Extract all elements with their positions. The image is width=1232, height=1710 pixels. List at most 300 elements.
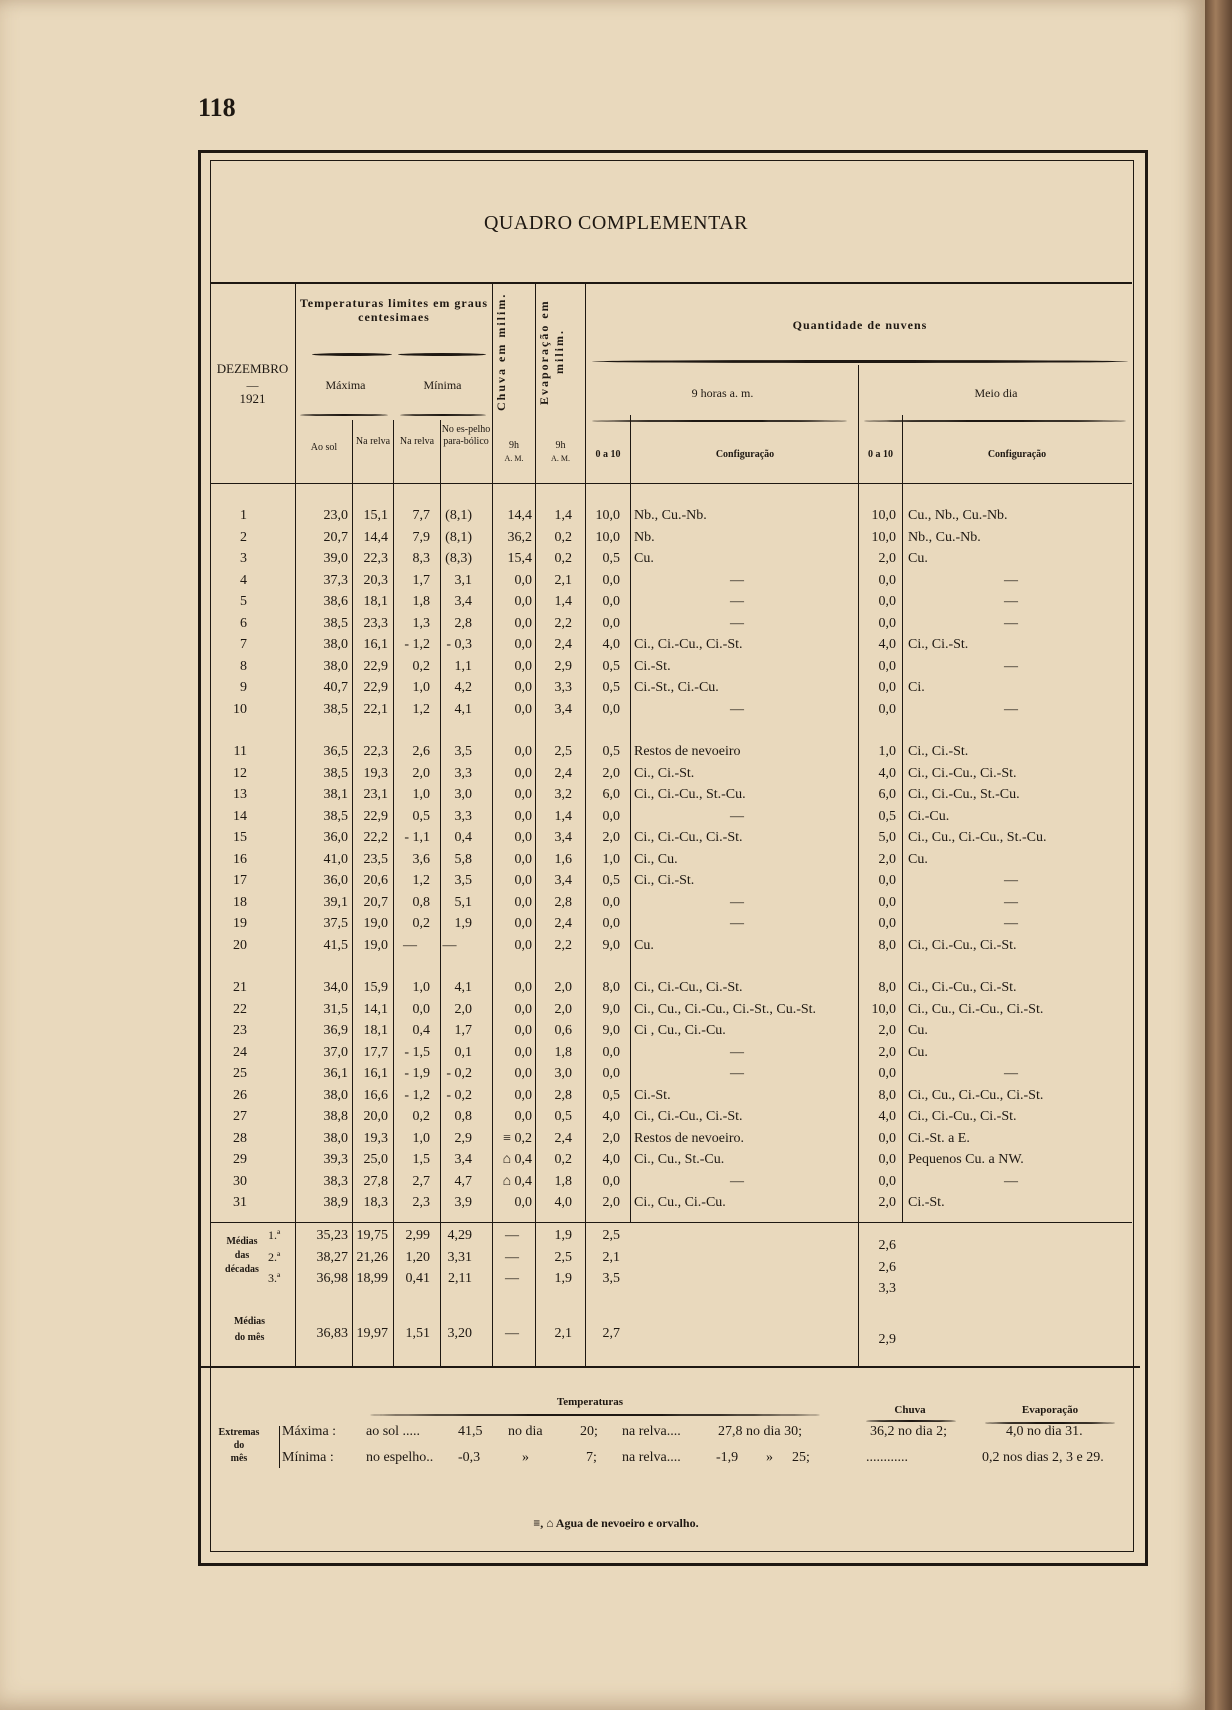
cell-nuvens-9h: 0,0	[602, 894, 620, 910]
cell-config-meio-dia: Cu.	[908, 851, 928, 867]
cell-chuva: 0,0	[514, 1087, 532, 1103]
cell-nuvens-9h: 0,0	[602, 594, 620, 609]
cell-no-espelho: 4,7	[454, 1173, 472, 1189]
cell-day: 1	[240, 508, 247, 523]
temp-group-header: Temperaturas limites em graus centesimaes	[299, 296, 489, 324]
cell-na-relva-min: 0,2	[412, 658, 430, 674]
cell-na-relva-min: 1,0	[412, 787, 430, 802]
extremas-label1: Extremas	[218, 1427, 260, 1438]
meio-dia-brace	[864, 420, 1126, 422]
cell-chuva: 0,0	[514, 594, 532, 609]
configuracao-b-header: Configuração	[987, 449, 1047, 460]
cell-evaporacao: 2,2	[554, 937, 572, 953]
cell-na-relva-max: 22,3	[363, 744, 388, 759]
decade-na-relva-max: 19,75	[356, 1228, 388, 1243]
extremas-max-dia: 20;	[580, 1424, 598, 1439]
cell-na-relva-max: 19,3	[363, 765, 388, 781]
cell-config-9h: Nb., Cu.-Nb.	[634, 508, 707, 523]
cell-na-relva-min: —	[403, 937, 417, 953]
decade-chuva: —	[505, 1271, 519, 1286]
cell-na-relva-min: 3,6	[412, 851, 430, 867]
cell-config-meio-dia: —	[1004, 1066, 1018, 1081]
cell-evaporacao: 3,4	[554, 701, 572, 717]
cell-config-9h: Ci., Ci.-Cu., Ci.-St.	[634, 980, 743, 995]
cell-day: 18	[233, 894, 247, 910]
decade-chuva: —	[505, 1228, 519, 1243]
cell-ao-sol: 38,0	[323, 1130, 348, 1146]
cell-config-meio-dia: —	[1004, 894, 1018, 910]
cell-config-meio-dia: —	[1004, 873, 1018, 888]
cell-nuvens-meio-dia: 1,0	[878, 744, 896, 759]
cell-ao-sol: 38,5	[323, 765, 348, 781]
cell-evaporacao: 3,4	[554, 873, 572, 888]
cell-config-meio-dia: Ci., Ci.-St.	[908, 744, 969, 759]
cell-day: 22	[233, 1001, 247, 1017]
cell-evaporacao: 2,8	[554, 1087, 572, 1103]
cell-day: 4	[240, 572, 247, 588]
cell-day: 13	[233, 787, 247, 802]
cell-nuvens-meio-dia: 0,0	[878, 680, 896, 695]
month-dash: —	[246, 378, 259, 392]
cell-evaporacao: 1,8	[554, 1044, 572, 1060]
cell-chuva: 0,0	[514, 937, 532, 953]
cell-no-espelho: 3,5	[454, 744, 472, 759]
cell-nuvens-meio-dia: 4,0	[878, 765, 896, 781]
cell-evaporacao: 2,9	[554, 658, 572, 674]
cell-nuvens-meio-dia: 2,0	[878, 551, 896, 566]
col-rule-6	[858, 365, 859, 1366]
month-header: DEZEMBRO	[216, 361, 289, 376]
cell-na-relva-max: 20,7	[363, 894, 388, 910]
cell-chuva: 0,0	[514, 1023, 532, 1038]
cell-config-9h: —	[730, 594, 744, 609]
cell-nuvens-9h: 0,0	[602, 615, 620, 631]
cell-config-9h: —	[730, 1173, 744, 1189]
cell-day: 17	[233, 873, 247, 888]
cell-ao-sol: 38,0	[323, 658, 348, 674]
decade-ao-sol: 36,98	[316, 1271, 348, 1286]
cell-no-espelho: 3,4	[454, 1152, 472, 1167]
cell-nuvens-meio-dia: 0,0	[878, 873, 896, 888]
cell-nuvens-meio-dia: 0,0	[878, 1152, 896, 1167]
cell-config-meio-dia: Ci., Ci.-Cu., Ci.-St.	[908, 765, 1017, 781]
cell-chuva: 0,0	[514, 830, 532, 845]
cell-evaporacao: 2,4	[554, 1130, 572, 1146]
cell-ao-sol: 38,3	[323, 1173, 348, 1189]
cell-na-relva-min: - 1,1	[404, 830, 430, 845]
cell-chuva: 0,0	[514, 1109, 532, 1124]
cell-na-relva-min: 2,0	[412, 765, 430, 781]
cell-config-meio-dia: —	[1004, 701, 1018, 717]
cell-config-9h: —	[730, 572, 744, 588]
cell-no-espelho: 4,2	[454, 680, 472, 695]
cell-nuvens-9h: 8,0	[602, 980, 620, 995]
cell-evaporacao: 2,2	[554, 615, 572, 631]
cell-chuva: 0,0	[514, 765, 532, 781]
cell-nuvens-9h: 9,0	[602, 937, 620, 953]
decade-nuvens-meio-dia: 3,3	[878, 1281, 896, 1296]
cell-evaporacao: 0,5	[554, 1109, 572, 1124]
col-rule-5	[630, 415, 631, 1222]
cell-nuvens-9h: 4,0	[602, 637, 620, 652]
cell-nuvens-9h: 0,0	[602, 1044, 620, 1060]
cell-evaporacao: 0,2	[554, 551, 572, 566]
cell-ao-sol: 23,0	[323, 508, 348, 523]
extremas-min-no-dia: »	[522, 1450, 529, 1465]
cell-no-espelho: 0,8	[454, 1109, 472, 1124]
chuva-9h: 9h	[509, 440, 519, 451]
cell-ao-sol: 38,5	[323, 615, 348, 631]
medias-decadas-label3: décadas	[225, 1264, 259, 1275]
cell-config-9h: Ci., Ci.-Cu., Ci.-St.	[634, 637, 743, 652]
cell-na-relva-max: 22,9	[363, 658, 388, 674]
cell-config-9h: Ci., Cu., Ci.-Cu.	[634, 1195, 726, 1210]
cell-ao-sol: 34,0	[323, 980, 348, 995]
cell-config-9h: Ci.-St.	[634, 1087, 671, 1103]
extremas-evap-min: 0,2 nos dias 2, 3 e 29.	[982, 1450, 1104, 1465]
cell-config-9h: Ci., Ci.-St.	[634, 765, 695, 781]
cell-nuvens-meio-dia: 8,0	[878, 1087, 896, 1103]
cell-config-meio-dia: Pequenos Cu. a NW.	[908, 1152, 1024, 1167]
decade-nuvens-9h: 2,1	[602, 1249, 620, 1265]
cell-no-espelho: - 0,2	[446, 1066, 472, 1081]
cell-nuvens-9h: 10,0	[595, 508, 620, 523]
cell-nuvens-9h: 2,0	[602, 765, 620, 781]
cell-config-meio-dia: Ci.-St. a E.	[908, 1130, 970, 1146]
cell-no-espelho: (8,3)	[445, 551, 472, 566]
temperaturas-header: Temperaturas	[556, 1396, 624, 1408]
month-avg-na-relva-max: 19,97	[356, 1326, 388, 1341]
cell-day: 14	[233, 808, 247, 824]
cell-day: 24	[233, 1044, 247, 1060]
cell-config-meio-dia: —	[1004, 1173, 1018, 1189]
month-avg-evaporacao: 2,1	[554, 1326, 572, 1341]
cell-config-meio-dia: Ci.	[908, 680, 925, 695]
cell-na-relva-max: 18,3	[363, 1195, 388, 1210]
cell-nuvens-meio-dia: 10,0	[871, 508, 896, 523]
cell-chuva: 0,0	[514, 894, 532, 910]
maxima-brace	[312, 353, 392, 356]
cell-evaporacao: 2,4	[554, 637, 572, 652]
cell-nuvens-9h: 4,0	[602, 1152, 620, 1167]
cell-day: 23	[233, 1023, 247, 1038]
chuva-brace	[866, 1420, 956, 1422]
zero-a-dez-b-header: 0 a 10	[868, 449, 893, 460]
cell-config-9h: Cu.	[634, 551, 654, 566]
cell-nuvens-9h: 0,5	[602, 1087, 620, 1103]
extremas-min-relva-val: -1,9	[716, 1450, 739, 1465]
extremas-label3: mês	[230, 1453, 248, 1464]
extremas-label2: do	[233, 1440, 245, 1451]
cell-chuva: ⌂ 0,4	[502, 1152, 532, 1167]
cell-nuvens-9h: 6,0	[602, 787, 620, 802]
cell-nuvens-9h: 0,0	[602, 808, 620, 824]
cell-nuvens-meio-dia: 0,0	[878, 894, 896, 910]
decade-nuvens-9h: 3,5	[602, 1271, 620, 1286]
cell-na-relva-min: 7,9	[412, 529, 430, 545]
cell-nuvens-9h: 9,0	[602, 1023, 620, 1038]
extremas-max-val: 41,5	[458, 1424, 483, 1439]
cell-nuvens-9h: 0,0	[602, 1066, 620, 1081]
cell-chuva: ≡ 0,2	[503, 1130, 532, 1146]
cell-nuvens-meio-dia: 0,0	[878, 1066, 896, 1081]
cell-chuva: 0,0	[514, 1044, 532, 1060]
cell-na-relva-max: 22,9	[363, 680, 388, 695]
chuva-header: Chuva em milim.	[494, 292, 508, 412]
cell-config-meio-dia: Ci., Ci.-Cu., Ci.-St.	[908, 1109, 1017, 1124]
cell-na-relva-max: 20,0	[363, 1109, 388, 1124]
cell-chuva: 0,0	[514, 808, 532, 824]
cell-day: 31	[233, 1195, 247, 1210]
cell-evaporacao: 3,2	[554, 787, 572, 802]
cell-config-9h: —	[730, 701, 744, 717]
cell-day: 2	[240, 529, 247, 545]
cell-evaporacao: 2,1	[554, 572, 572, 588]
cell-config-meio-dia: Cu.	[908, 1044, 928, 1060]
minima-sub-brace	[400, 414, 486, 416]
cell-ao-sol: 37,3	[323, 572, 348, 588]
cell-na-relva-min: 1,0	[412, 680, 430, 695]
cell-ao-sol: 37,0	[323, 1044, 348, 1060]
decade-chuva: —	[505, 1249, 519, 1265]
evaporacao-header: Evaporação em milim.	[537, 299, 566, 405]
cell-evaporacao: 0,2	[554, 1152, 572, 1167]
cell-na-relva-min: - 1,2	[404, 637, 430, 652]
col-rule-7	[902, 415, 903, 1222]
cell-day: 5	[240, 594, 247, 609]
cell-day: 21	[233, 980, 247, 995]
cell-evaporacao: 1,6	[554, 851, 572, 867]
cell-ao-sol: 38,0	[323, 1087, 348, 1103]
cell-na-relva-min: 0,4	[412, 1023, 430, 1038]
evap-9h: 9h	[555, 440, 566, 451]
year-header: 1921	[239, 391, 266, 406]
extremas-min-relva: na relva....	[622, 1450, 681, 1465]
cell-na-relva-min: 0,5	[412, 808, 430, 824]
cell-ao-sol: 39,0	[323, 551, 348, 566]
cell-config-meio-dia: Ci., Cu., Ci.-Cu., Ci.-St.	[908, 1001, 1044, 1017]
cell-config-meio-dia: —	[1004, 572, 1018, 588]
cell-no-espelho: - 0,2	[446, 1087, 472, 1103]
cell-chuva: 0,0	[514, 615, 532, 631]
cell-nuvens-9h: 10,0	[595, 529, 620, 545]
cell-na-relva-min: 2,3	[412, 1195, 430, 1210]
evap-am: A. M.	[551, 454, 570, 463]
cell-day: 25	[233, 1066, 247, 1081]
cell-day: 11	[233, 744, 247, 759]
cell-config-9h: Ci , Cu., Ci.-Cu.	[634, 1023, 726, 1038]
cell-no-espelho: 3,9	[454, 1195, 472, 1210]
cell-na-relva-min: 2,6	[412, 744, 430, 759]
nove-horas-header: 9 horas a. m.	[691, 386, 754, 400]
decade-no-espelho: 2,11	[448, 1271, 472, 1286]
cell-na-relva-max: 22,9	[363, 808, 388, 824]
cell-evaporacao: 2,4	[554, 916, 572, 931]
cell-config-9h: Ci.-St., Ci.-Cu.	[634, 680, 719, 695]
cell-no-espelho: 0,4	[454, 830, 472, 845]
cell-nuvens-meio-dia: 2,0	[878, 1023, 896, 1038]
cell-evaporacao: 1,8	[554, 1173, 572, 1189]
cell-ao-sol: 39,3	[323, 1152, 348, 1167]
cell-nuvens-9h: 0,5	[602, 744, 620, 759]
cell-ao-sol: 38,8	[323, 1109, 348, 1124]
cell-na-relva-max: 14,1	[363, 1001, 388, 1017]
cell-nuvens-meio-dia: 10,0	[871, 1001, 896, 1017]
cell-evaporacao: 1,4	[554, 508, 572, 523]
cell-nuvens-9h: 4,0	[602, 1109, 620, 1124]
cell-na-relva-min: 1,0	[412, 980, 430, 995]
extremas-min-label: Mínima :	[282, 1450, 334, 1465]
cell-day: 30	[233, 1173, 247, 1189]
zero-a-dez-a-header: 0 a 10	[595, 449, 621, 460]
cell-na-relva-min: 0,2	[412, 1109, 430, 1124]
cell-ao-sol: 36,0	[323, 873, 348, 888]
cell-no-espelho: 3,3	[454, 808, 472, 824]
cell-nuvens-meio-dia: 0,0	[878, 658, 896, 674]
cell-nuvens-meio-dia: 0,0	[878, 615, 896, 631]
cell-day: 29	[233, 1152, 247, 1167]
cell-config-meio-dia: Ci.-St.	[908, 1195, 945, 1210]
cell-chuva: 36,2	[507, 529, 532, 545]
cell-nuvens-meio-dia: 0,0	[878, 916, 896, 931]
cell-na-relva-max: 19,0	[363, 916, 388, 931]
cell-na-relva-max: 19,3	[363, 1130, 388, 1146]
cell-evaporacao: 3,3	[554, 680, 572, 695]
cell-nuvens-meio-dia: 0,5	[878, 808, 896, 824]
cell-config-9h: —	[730, 894, 744, 910]
decade-evaporacao: 2,5	[554, 1249, 572, 1265]
cell-chuva: 0,0	[514, 851, 532, 867]
cell-chuva: 0,0	[514, 658, 532, 674]
decade-no-espelho: 4,29	[447, 1228, 472, 1243]
decade-ao-sol: 35,23	[316, 1228, 348, 1243]
configuracao-a-header: Configuração	[715, 449, 775, 460]
month-avg-nuvens-9h: 2,7	[602, 1326, 620, 1341]
cell-day: 8	[240, 658, 247, 674]
cell-na-relva-min: - 1,9	[404, 1066, 430, 1081]
cell-nuvens-meio-dia: 2,0	[878, 1195, 896, 1210]
cell-ao-sol: 36,9	[323, 1023, 348, 1038]
cell-nuvens-meio-dia: 0,0	[878, 572, 896, 588]
ao-sol-header: Ao sol	[310, 442, 338, 453]
cell-na-relva-min: 0,2	[412, 916, 430, 931]
chuva-am: A. M.	[504, 454, 524, 463]
cell-na-relva-max: 14,4	[363, 529, 388, 545]
cell-config-9h: —	[730, 615, 744, 631]
cell-nuvens-meio-dia: 2,0	[878, 1044, 896, 1060]
cell-day: 3	[240, 551, 247, 566]
cell-chuva: 15,4	[507, 551, 532, 566]
cell-na-relva-max: 19,0	[363, 937, 388, 953]
cell-no-espelho: 3,5	[454, 873, 472, 888]
cell-nuvens-meio-dia: 0,0	[878, 1173, 896, 1189]
extremas-brace-line	[279, 1426, 280, 1468]
no-espelho-header: No es-pelho para-bólico	[441, 424, 491, 447]
cell-evaporacao: 0,6	[554, 1023, 572, 1038]
cell-config-9h: —	[730, 916, 744, 931]
month-avg-no-espelho: 3,20	[447, 1326, 472, 1341]
cell-no-espelho: - 0,3	[446, 637, 472, 652]
cell-ao-sol: 36,0	[323, 830, 348, 845]
cell-no-espelho: 1,7	[454, 1023, 472, 1038]
cell-ao-sol: 31,5	[323, 1001, 348, 1017]
cell-na-relva-min: - 1,2	[404, 1087, 430, 1103]
cell-evaporacao: 1,4	[554, 808, 572, 824]
decade-na-relva-max: 21,26	[356, 1249, 388, 1265]
cell-day: 15	[233, 830, 247, 845]
maxima-header: Máxima	[325, 378, 366, 392]
decade-evaporacao: 1,9	[554, 1228, 572, 1243]
cell-config-meio-dia: —	[1004, 916, 1018, 931]
cell-na-relva-min: 0,8	[412, 894, 430, 910]
cell-na-relva-max: 22,3	[363, 551, 388, 566]
cell-config-9h: Ci., Ci.-St.	[634, 873, 695, 888]
cell-chuva: 0,0	[514, 787, 532, 802]
cell-ao-sol: 37,5	[323, 916, 348, 931]
cell-chuva: 0,0	[514, 637, 532, 652]
cell-evaporacao: 0,2	[554, 529, 572, 545]
cell-na-relva-max: 22,2	[363, 830, 388, 845]
cell-na-relva-min: 7,7	[412, 508, 430, 523]
cell-na-relva-max: 20,6	[363, 873, 388, 888]
cell-na-relva-max: 18,1	[363, 594, 388, 609]
cell-ao-sol: 38,9	[323, 1195, 348, 1210]
medias-mes-label1: Médias	[233, 1316, 266, 1327]
cell-no-espelho: 2,9	[454, 1130, 472, 1146]
decade-decade: 2.ª	[268, 1249, 281, 1264]
month-avg-ao-sol: 36,83	[316, 1326, 348, 1341]
decade-evaporacao: 1,9	[554, 1271, 572, 1286]
cell-config-meio-dia: Ci., Ci.-Cu., Ci.-St.	[908, 980, 1017, 995]
book-edge	[1205, 0, 1232, 1710]
cell-day: 26	[233, 1087, 247, 1103]
cell-nuvens-9h: 1,0	[602, 851, 620, 867]
cell-na-relva-max: 23,3	[363, 615, 388, 631]
cell-chuva: 0,0	[514, 701, 532, 717]
cell-na-relva-max: 23,5	[363, 851, 388, 867]
minima-brace	[398, 353, 486, 356]
cell-nuvens-meio-dia: 2,0	[878, 851, 896, 867]
decade-na-relva-min: 2,99	[405, 1228, 430, 1243]
cell-nuvens-meio-dia: 10,0	[871, 529, 896, 545]
cell-config-meio-dia: Cu.	[908, 551, 928, 566]
cell-evaporacao: 2,8	[554, 894, 572, 910]
cell-day: 7	[240, 637, 247, 652]
extremas-min-relva-dia: 25;	[792, 1450, 810, 1465]
cell-na-relva-max: 16,1	[363, 637, 388, 652]
cell-na-relva-max: 16,6	[363, 1087, 388, 1103]
cell-nuvens-meio-dia: 8,0	[878, 937, 896, 953]
cell-config-9h: Restos de nevoeiro	[634, 744, 741, 759]
cell-ao-sol: 36,1	[323, 1066, 348, 1081]
nuvens-header: Quantidade de nuvens	[792, 318, 928, 332]
table-title: QUADRO COMPLEMENTAR	[483, 212, 749, 234]
cell-nuvens-9h: 0,5	[602, 658, 620, 674]
cell-no-espelho: 4,1	[454, 701, 472, 717]
cell-nuvens-9h: 0,5	[602, 680, 620, 695]
cell-no-espelho: (8,1)	[445, 508, 472, 523]
cell-config-9h: Ci., Ci.-Cu., Ci.-St.	[634, 1109, 743, 1124]
extremas-max-relva: na relva....	[622, 1424, 681, 1439]
temperaturas-brace	[370, 1414, 820, 1416]
cell-nuvens-9h: 0,5	[602, 551, 620, 566]
cell-evaporacao: 2,0	[554, 980, 572, 995]
cell-nuvens-meio-dia: 0,0	[878, 1130, 896, 1146]
extremas-chuva-min: ............	[866, 1450, 908, 1465]
cell-nuvens-meio-dia: 4,0	[878, 637, 896, 652]
decade-na-relva-min: 1,20	[405, 1249, 430, 1265]
cell-nuvens-meio-dia: 0,0	[878, 701, 896, 717]
